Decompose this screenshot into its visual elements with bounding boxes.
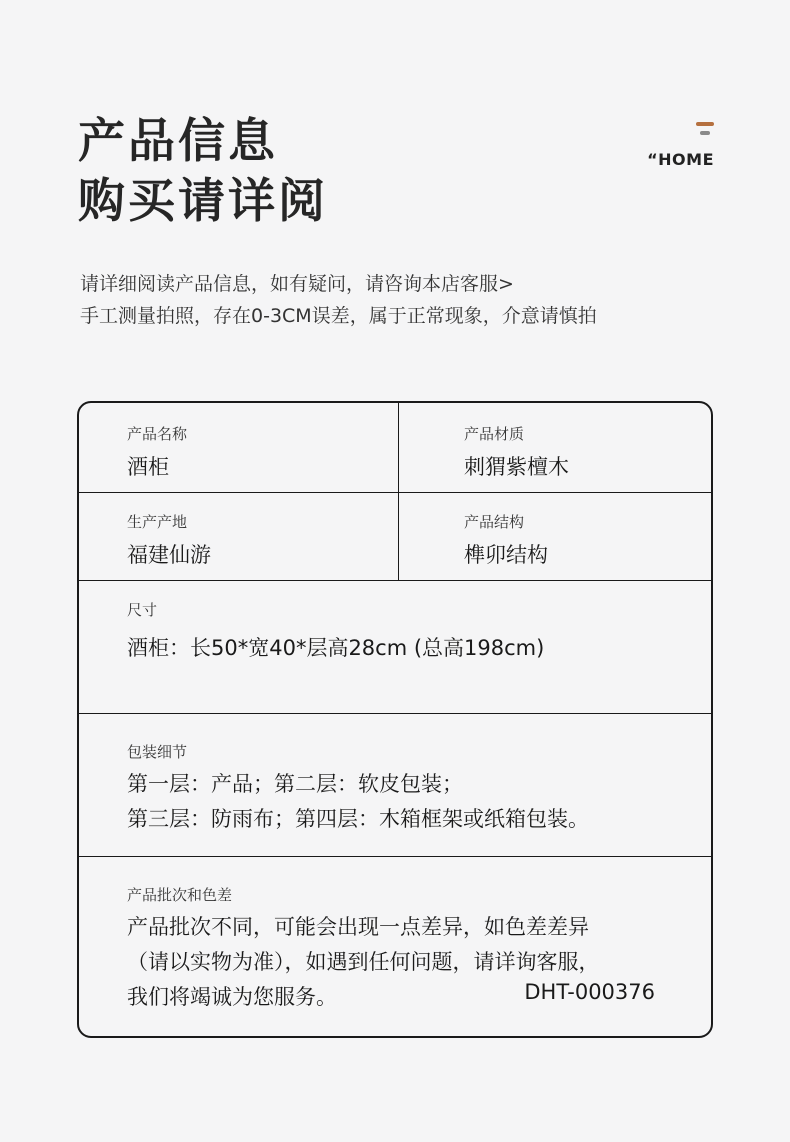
accent-bar-icon (696, 122, 714, 126)
cell-batch (79, 857, 711, 1038)
cell-origin (79, 493, 399, 580)
table-row-name-material (79, 403, 711, 493)
value-product-material: 刺猬紫檀木 (464, 455, 569, 479)
table-row-size (79, 581, 711, 714)
table-row-packaging (79, 714, 711, 857)
label-size: 尺寸 (127, 601, 158, 619)
label-packaging: 包装细节 (127, 743, 188, 761)
label-origin: 生产产地 (127, 513, 188, 531)
intro-line-2: 手工测量拍照，存在0-3CM误差，属于正常现象，介意请慎拍 (80, 305, 597, 327)
label-product-name: 产品名称 (127, 425, 188, 443)
title-line-1: 产品信息 (78, 114, 278, 169)
intro-line-1: 请详细阅读产品信息，如有疑问，请咨询本店客服> (80, 273, 514, 295)
label-batch: 产品批次和色差 (127, 886, 233, 904)
batch-line-1: 产品批次不同，可能会出现一点差异，如色差差异 (127, 915, 589, 939)
value-origin: 福建仙游 (127, 543, 211, 567)
cell-product-name (79, 403, 399, 492)
accent-bar-small-icon (700, 131, 710, 135)
packaging-line-1: 第一层：产品；第二层：软皮包装； (127, 772, 463, 796)
value-size: 酒柜：长50*宽40*层高28cm (总高198cm) (127, 636, 545, 660)
value-structure: 榫卯结构 (464, 543, 548, 567)
batch-line-3: 我们将竭诚为您服务。 (127, 985, 337, 1009)
label-structure: 产品结构 (464, 513, 525, 531)
batch-line-2: （请以实物为准），如遇到任何问题，请详询客服， (127, 950, 600, 974)
label-product-material: 产品材质 (464, 425, 525, 443)
product-info-table (77, 401, 713, 1038)
home-label: “HOME (647, 150, 714, 169)
packaging-line-2: 第三层：防雨布；第四层：木箱框架或纸箱包装。 (127, 807, 589, 831)
title-line-2: 购买请详阅 (78, 174, 328, 229)
value-packaging (127, 767, 589, 837)
page-title (78, 112, 328, 232)
cell-size (79, 581, 711, 713)
cell-product-material (399, 403, 711, 492)
home-link[interactable] (634, 122, 714, 172)
intro-notice (80, 268, 597, 332)
value-product-name: 酒柜 (127, 455, 169, 479)
cell-packaging (79, 714, 711, 856)
product-code: DHT-000376 (524, 980, 655, 1004)
table-row-origin-structure (79, 493, 711, 581)
table-row-batch (79, 857, 711, 1038)
cell-structure (399, 493, 711, 580)
